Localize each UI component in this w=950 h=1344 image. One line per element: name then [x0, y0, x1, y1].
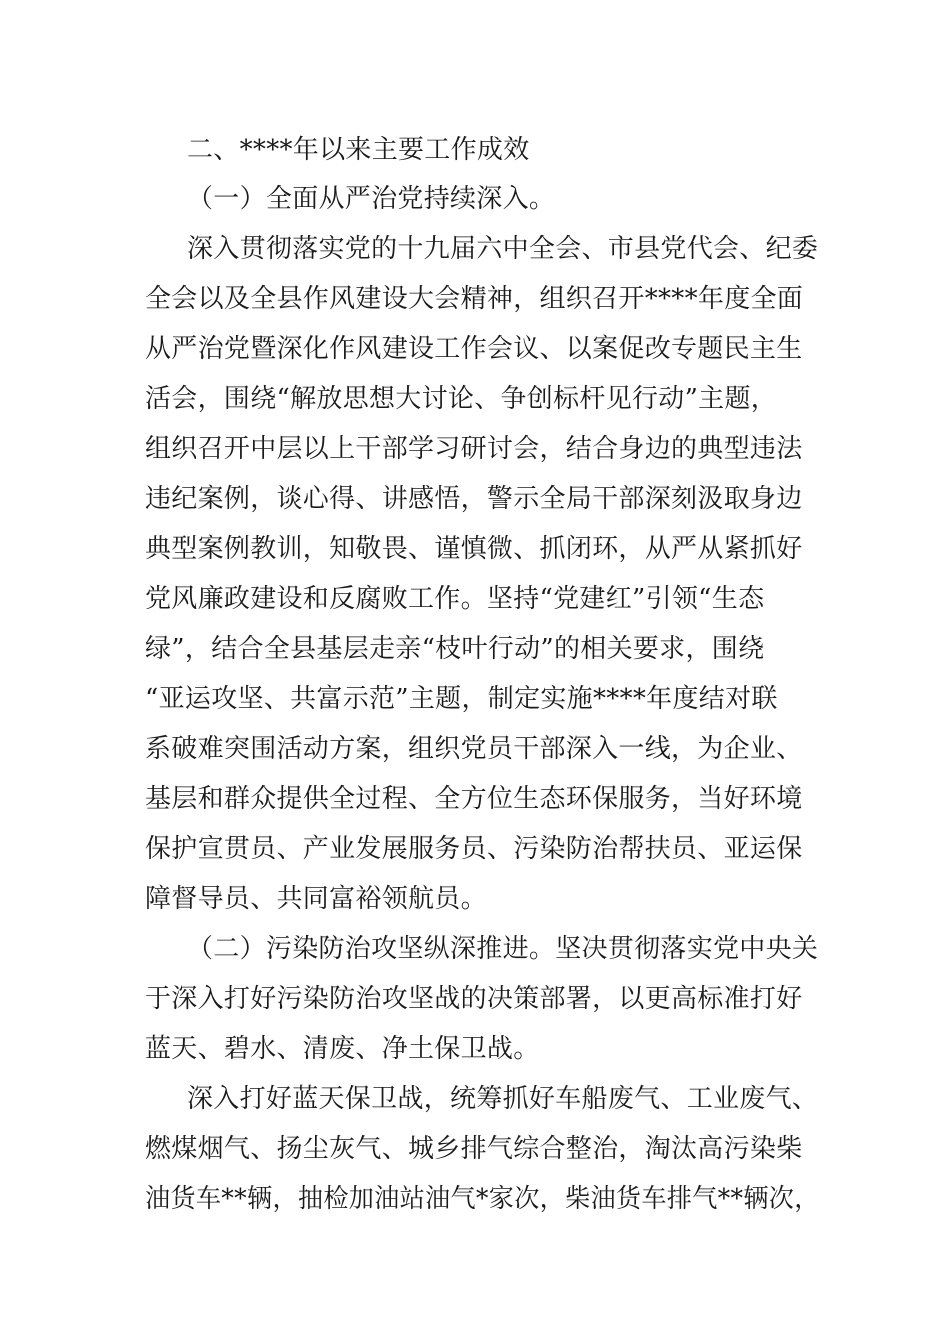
paragraph-line: 深入贯彻落实党的十九届六中全会、市县党代会、纪委 — [187, 234, 819, 264]
paragraph-line: 系破难突围活动方案，组织党员干部深入一线，为企业、 — [145, 734, 803, 764]
subsection-heading: （一）全面从严治党持续深入。 — [187, 184, 556, 214]
section-heading: 二、****年以来主要工作成效 — [187, 135, 530, 165]
paragraph-line: 组织召开中层以上干部学习研讨会，结合身边的典型违法 — [145, 434, 803, 464]
paragraph-line: 基层和群众提供全过程、全方位生态环保服务，当好环境 — [145, 784, 803, 814]
paragraph-line: 蓝天、碧水、清废、净土保卫战。 — [145, 1034, 540, 1064]
paragraph-line: 障督导员、共同富裕领航员。 — [145, 884, 487, 914]
paragraph-line: 典型案例教训，知敬畏、谨慎微、抓闭环，从严从紧抓好 — [145, 534, 803, 564]
paragraph-line: 党风廉政建设和反腐败工作。坚持“党建红”引领“生态 — [145, 584, 765, 614]
paragraph-line: 燃煤烟气、扬尘灰气、城乡排气综合整治，淘汰高污染柴 — [145, 1134, 803, 1164]
paragraph-line: 保护宣贯员、产业发展服务员、污染防治帮扶员、亚运保 — [145, 834, 803, 864]
paragraph-line: “亚运攻坚、共富示范”主题，制定实施****年度结对联 — [145, 684, 778, 714]
paragraph-line: 从严治党暨深化作风建设工作会议、以案促改专题民主生 — [145, 334, 803, 364]
paragraph-line: 深入打好蓝天保卫战，统筹抓好车船废气、工业废气、 — [187, 1084, 819, 1114]
subsection-heading: （二）污染防治攻坚纵深推进。坚决贯彻落实党中央关 — [187, 934, 819, 964]
paragraph-line: 全会以及全县作风建设大会精神，组织召开****年度全面 — [145, 284, 804, 314]
paragraph-line: 于深入打好污染防治攻坚战的决策部署，以更高标准打好 — [145, 984, 803, 1014]
paragraph-line: 活会，围绕“解放思想大讨论、争创标杆见行动”主题， — [145, 384, 778, 414]
paragraph-line: 油货车**辆，抽检加油站油气*家次，柴油货车排气**辆次， — [145, 1184, 820, 1214]
paragraph-line: 绿”，结合全县基层走亲“枝叶行动”的相关要求，围绕 — [145, 634, 765, 664]
paragraph-line: 违纪案例，谈心得、讲感悟，警示全局干部深刻汲取身边 — [145, 484, 803, 514]
